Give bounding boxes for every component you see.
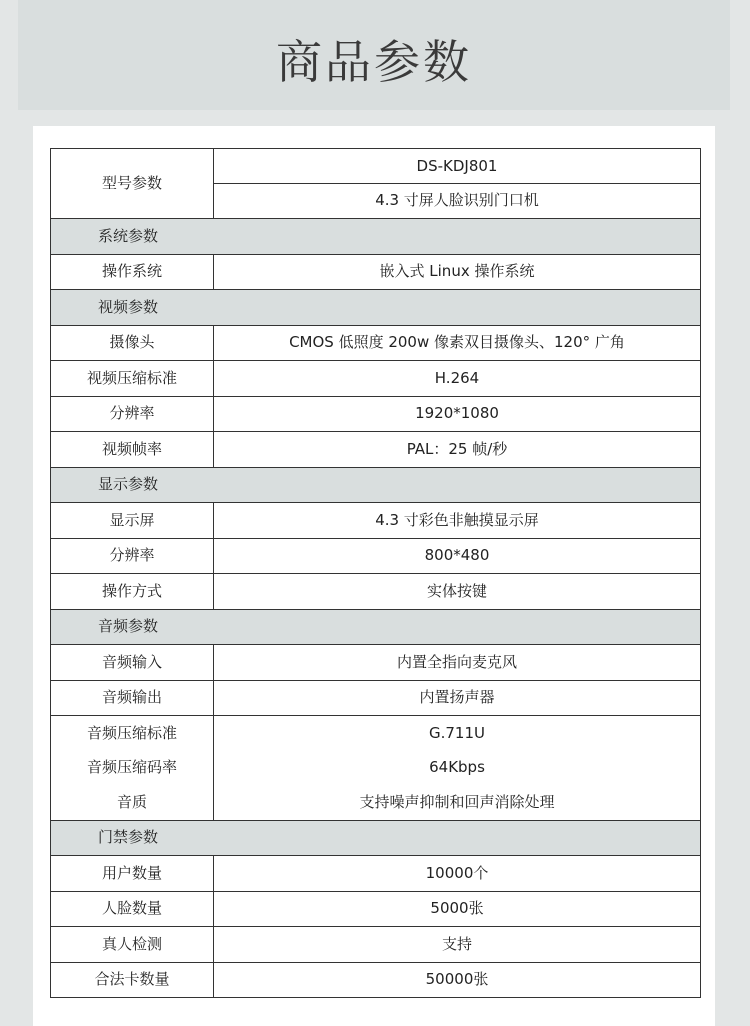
table-row [51, 503, 701, 539]
table-row [51, 361, 701, 397]
row-label: 视频帧率 [51, 432, 214, 468]
row-value: 5000张 [214, 891, 701, 927]
section-label: 音频参数 [51, 609, 701, 645]
section-label: 门禁参数 [51, 820, 701, 856]
table-row [51, 751, 701, 786]
row-value: 实体按键 [214, 574, 701, 610]
row-label: 音质 [51, 785, 214, 820]
table-row [51, 325, 701, 361]
table-row-model [51, 149, 701, 184]
table-row [51, 716, 701, 751]
row-value-model-number: DS-KDJ801 [214, 149, 701, 184]
row-label: 型号参数 [51, 149, 214, 219]
row-value: 嵌入式 Linux 操作系统 [214, 254, 701, 290]
row-label: 音频压缩标准 [51, 716, 214, 751]
table-row [51, 574, 701, 610]
page-title: 商品参数 [276, 35, 472, 89]
page-header [18, 0, 730, 110]
section-label: 系统参数 [51, 219, 701, 255]
table-row [51, 962, 701, 998]
section-row [51, 820, 701, 856]
row-label: 摄像头 [51, 325, 214, 361]
spec-table [50, 148, 701, 998]
row-value: CMOS 低照度 200w 像素双目摄像头、120° 广角 [214, 325, 701, 361]
table-row [51, 856, 701, 892]
row-label: 用户数量 [51, 856, 214, 892]
section-label: 显示参数 [51, 467, 701, 503]
row-value: 内置全指向麦克风 [214, 645, 701, 681]
row-label: 真人检测 [51, 927, 214, 963]
section-row [51, 467, 701, 503]
section-row [51, 219, 701, 255]
table-row [51, 538, 701, 574]
row-label: 合法卡数量 [51, 962, 214, 998]
row-value: PAL：25 帧/秒 [214, 432, 701, 468]
row-label: 音频压缩码率 [51, 751, 214, 786]
row-label: 显示屏 [51, 503, 214, 539]
row-label: 操作系统 [51, 254, 214, 290]
row-value: 支持 [214, 927, 701, 963]
row-value: 支持噪声抑制和回声消除处理 [214, 785, 701, 820]
row-label: 分辨率 [51, 396, 214, 432]
section-row [51, 290, 701, 326]
table-row [51, 432, 701, 468]
row-value: 1920*1080 [214, 396, 701, 432]
section-row [51, 609, 701, 645]
row-value: 64Kbps [214, 751, 701, 786]
table-row [51, 396, 701, 432]
table-row [51, 254, 701, 290]
row-label: 操作方式 [51, 574, 214, 610]
row-value: 800*480 [214, 538, 701, 574]
row-label: 分辨率 [51, 538, 214, 574]
table-row [51, 927, 701, 963]
row-label: 人脸数量 [51, 891, 214, 927]
row-value: G.711U [214, 716, 701, 751]
row-label: 视频压缩标准 [51, 361, 214, 397]
row-label: 音频输入 [51, 645, 214, 681]
table-row [51, 891, 701, 927]
row-value: 内置扬声器 [214, 680, 701, 716]
row-value: 50000张 [214, 962, 701, 998]
table-row [51, 785, 701, 820]
row-label: 音频输出 [51, 680, 214, 716]
table-row [51, 645, 701, 681]
row-value: 4.3 寸彩色非触摸显示屏 [214, 503, 701, 539]
row-value-model-description: 4.3 寸屏人脸识别门口机 [214, 184, 701, 219]
row-value: 10000个 [214, 856, 701, 892]
section-label: 视频参数 [51, 290, 701, 326]
table-row [51, 680, 701, 716]
row-value: H.264 [214, 361, 701, 397]
